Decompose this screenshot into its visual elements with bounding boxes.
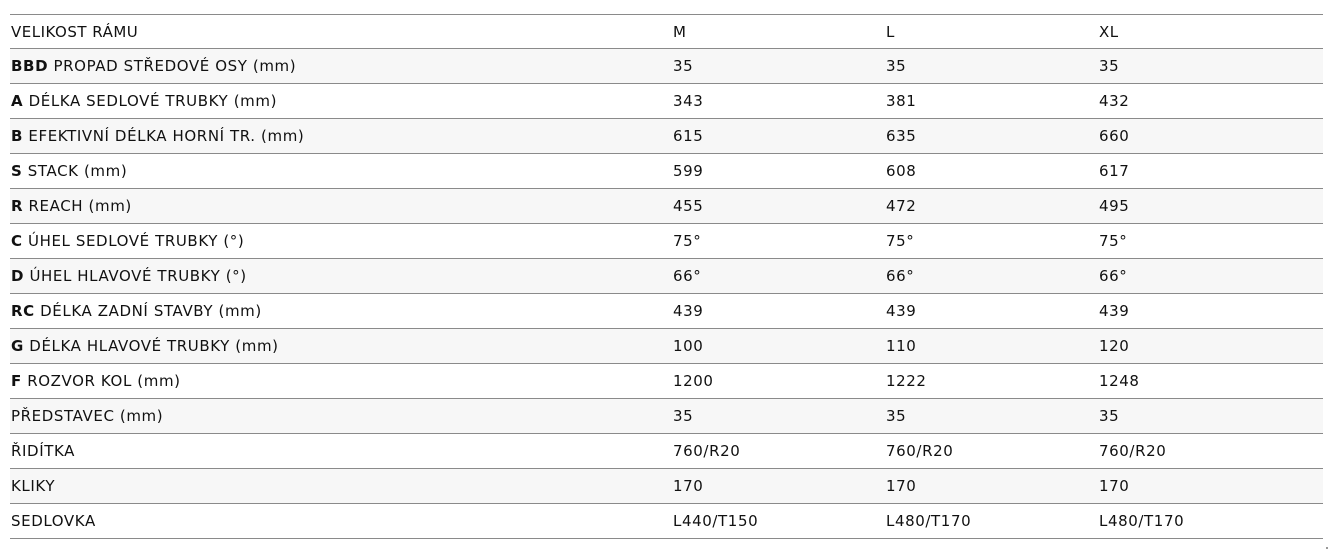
value-cell-m: 100 [672, 329, 885, 364]
table-row [10, 469, 1323, 504]
value-cell-xl: L480/T170 [1098, 504, 1323, 539]
value-cell-xl: 660 [1098, 119, 1323, 154]
value-cell-xl: 495 [1098, 189, 1323, 224]
measurement-name: REACH (mm) [28, 197, 132, 215]
value-cell-m: 75° [672, 224, 885, 259]
value-cell-m: 35 [672, 399, 885, 434]
value-cell-l: L480/T170 [885, 504, 1098, 539]
measurement-name: ŘIDÍTKA [11, 442, 76, 460]
measurement-name: ÚHEL HLAVOVÉ TRUBKY (°) [29, 267, 247, 285]
value-cell-m: 66° [672, 259, 885, 294]
frame-size-header: VELIKOST RÁMU [10, 15, 672, 49]
value-cell-m: 439 [672, 294, 885, 329]
table-row [10, 259, 1323, 294]
row-label [10, 434, 672, 469]
value-cell-l: 110 [885, 329, 1098, 364]
measurement-name: KLIKY [11, 477, 56, 495]
row-label [10, 189, 672, 224]
measurement-name: DÉLKA ZADNÍ STAVBY (mm) [40, 302, 262, 320]
row-label [10, 259, 672, 294]
value-cell-l: 760/R20 [885, 434, 1098, 469]
row-label [10, 294, 672, 329]
table-row [10, 504, 1323, 539]
row-label [10, 224, 672, 259]
size-header-xl: XL [1098, 15, 1323, 49]
measurement-code: RC [11, 302, 35, 320]
row-label [10, 84, 672, 119]
value-cell-l: 381 [885, 84, 1098, 119]
measurement-name: DÉLKA HLAVOVÉ TRUBKY (mm) [29, 337, 279, 355]
measurement-code: A [11, 92, 24, 110]
value-cell-xl: 170 [1098, 469, 1323, 504]
value-cell-l: 35 [885, 49, 1098, 84]
table-row [10, 49, 1323, 84]
value-cell-xl: 1248 [1098, 364, 1323, 399]
measurement-code: B [11, 127, 24, 145]
table-header-row [10, 15, 1323, 49]
geometry-table-body [10, 49, 1323, 539]
value-cell-m: 615 [672, 119, 885, 154]
measurement-name: DÉLKA SEDLOVÉ TRUBKY (mm) [28, 92, 278, 110]
value-cell-xl: 760/R20 [1098, 434, 1323, 469]
measurement-code: BBD [11, 57, 49, 75]
measurement-name: SEDLOVKA [11, 512, 96, 530]
row-label [10, 119, 672, 154]
value-cell-l: 75° [885, 224, 1098, 259]
value-cell-l: 439 [885, 294, 1098, 329]
measurement-name: ÚHEL SEDLOVÉ TRUBKY (°) [27, 232, 245, 250]
value-cell-m: 599 [672, 154, 885, 189]
size-header-m: M [672, 15, 885, 49]
table-row [10, 329, 1323, 364]
table-row [10, 294, 1323, 329]
row-label [10, 329, 672, 364]
value-cell-m: 170 [672, 469, 885, 504]
measurement-name: ROZVOR KOL (mm) [27, 372, 181, 390]
table-row [10, 189, 1323, 224]
value-cell-m: 35 [672, 49, 885, 84]
measurement-code: C [11, 232, 23, 250]
measurement-code: D [11, 267, 25, 285]
geometry-table [10, 14, 1323, 539]
measurement-name: STACK (mm) [27, 162, 128, 180]
measurement-code: R [11, 197, 24, 215]
row-label [10, 504, 672, 539]
row-label [10, 364, 672, 399]
value-cell-l: 35 [885, 399, 1098, 434]
value-cell-xl: 432 [1098, 84, 1323, 119]
measurement-name: PŘEDSTAVEC (mm) [11, 407, 164, 425]
value-cell-l: 1222 [885, 364, 1098, 399]
value-cell-m: L440/T150 [672, 504, 885, 539]
value-cell-l: 170 [885, 469, 1098, 504]
table-row [10, 224, 1323, 259]
value-cell-m: 760/R20 [672, 434, 885, 469]
measurement-name: PROPAD STŘEDOVÉ OSY (mm) [53, 57, 297, 75]
value-cell-l: 608 [885, 154, 1098, 189]
table-row [10, 399, 1323, 434]
measurement-code: S [11, 162, 23, 180]
table-row [10, 119, 1323, 154]
value-cell-xl: 617 [1098, 154, 1323, 189]
row-label [10, 154, 672, 189]
row-label [10, 399, 672, 434]
value-cell-l: 66° [885, 259, 1098, 294]
value-cell-m: 1200 [672, 364, 885, 399]
value-cell-xl: 35 [1098, 399, 1323, 434]
value-cell-xl: 439 [1098, 294, 1323, 329]
measurement-code: F [11, 372, 22, 390]
table-row [10, 154, 1323, 189]
value-cell-m: 343 [672, 84, 885, 119]
value-cell-l: 635 [885, 119, 1098, 154]
value-cell-l: 472 [885, 189, 1098, 224]
table-row [10, 434, 1323, 469]
value-cell-xl: 120 [1098, 329, 1323, 364]
corner-dot [1326, 547, 1328, 549]
row-label [10, 49, 672, 84]
table-row [10, 364, 1323, 399]
size-header-l: L [885, 15, 1098, 49]
value-cell-xl: 35 [1098, 49, 1323, 84]
row-label [10, 469, 672, 504]
measurement-code: G [11, 337, 24, 355]
value-cell-xl: 66° [1098, 259, 1323, 294]
value-cell-m: 455 [672, 189, 885, 224]
measurement-name: EFEKTIVNÍ DÉLKA HORNÍ TR. (mm) [28, 127, 305, 145]
value-cell-xl: 75° [1098, 224, 1323, 259]
table-row [10, 84, 1323, 119]
